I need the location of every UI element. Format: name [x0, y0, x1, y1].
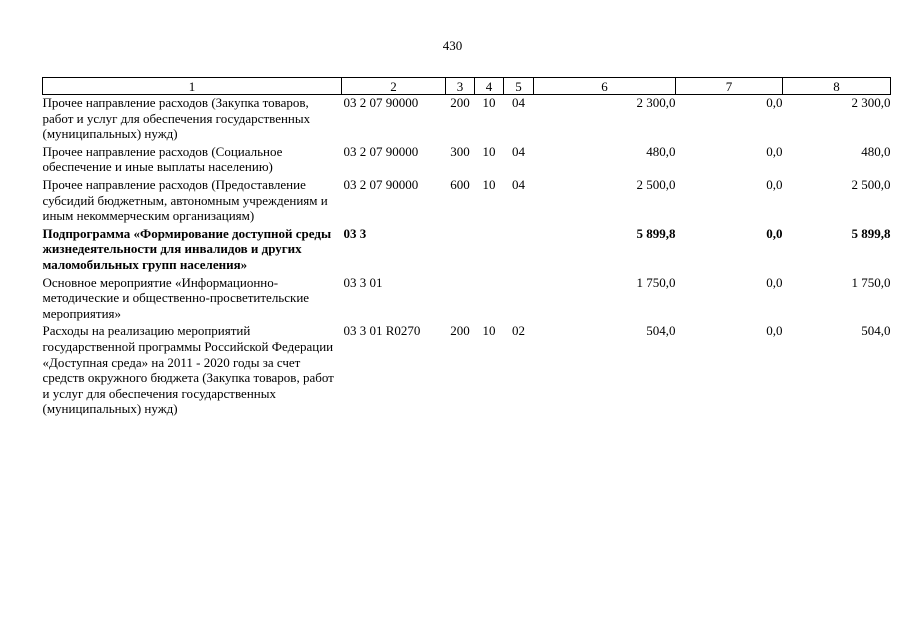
row-col7: 0,0	[766, 323, 783, 339]
row-vr: 600	[450, 176, 470, 192]
row-col6: 2 300,0	[636, 95, 676, 110]
row-col8: 504,0	[861, 323, 891, 339]
row-name: Расходы на реализацию мероприятий государственной программы Российской Федерации «Доступная среда» на 2011 - 2020 годы за счет средств окружного бюджета (Закупка товаров, работ и услуг для обеспечения государственных (муниципальных) нужд)	[42, 323, 334, 417]
row-pr: 04	[512, 95, 525, 110]
row-pr: 04	[512, 176, 525, 192]
table-header-row	[43, 78, 891, 95]
row-rz: 10	[482, 143, 496, 159]
row-rz: 10	[482, 323, 496, 339]
row-code: 03 3 01	[343, 274, 383, 290]
page-number: 430	[442, 38, 463, 53]
row-col6: 480,0	[646, 143, 676, 159]
row-pr	[504, 275, 534, 324]
table-row	[43, 323, 891, 419]
row-vr	[446, 275, 475, 324]
row-vr: 200	[450, 323, 470, 339]
row-name: Основное мероприятие «Информационно-методические и общественно-просветительские мероприятия»	[42, 274, 310, 321]
row-rz: 10	[482, 95, 496, 110]
row-name: Подпрограмма «Формирование доступной среды жизнедеятельности для инвалидов и других маломобильных групп населения»	[42, 225, 332, 272]
row-rz	[475, 226, 504, 275]
row-pr: 02	[512, 323, 525, 339]
table-row	[43, 275, 891, 324]
row-col6: 1 750,0	[636, 274, 676, 290]
budget-table	[42, 77, 891, 419]
header-col-2: 2	[342, 78, 446, 95]
table-row	[43, 95, 891, 144]
row-col8: 5 899,8	[851, 225, 891, 241]
row-col7: 0,0	[766, 274, 783, 290]
row-code: 03 2 07 90000	[343, 95, 419, 110]
row-rz	[475, 275, 504, 324]
header-col-5: 5	[504, 78, 534, 95]
row-col8: 480,0	[861, 143, 891, 159]
header-col-3: 3	[446, 78, 475, 95]
header-col-7: 7	[676, 78, 783, 95]
row-col6: 2 500,0	[636, 176, 676, 192]
row-vr: 300	[450, 143, 470, 159]
row-code: 03 2 07 90000	[343, 143, 419, 159]
row-col8: 1 750,0	[851, 274, 891, 290]
row-name: Прочее направление расходов (Социальное обеспечение и иные выплаты населению)	[42, 143, 283, 175]
row-col7: 0,0	[766, 225, 783, 241]
row-code: 03 2 07 90000	[343, 176, 419, 192]
row-col6: 504,0	[646, 323, 676, 339]
row-name: Прочее направление расходов (Предоставление субсидий бюджетным, автономным учреждениям и иным некоммерческим организациям)	[42, 176, 328, 224]
row-col8: 2 500,0	[851, 176, 891, 192]
header-col-4: 4	[475, 78, 504, 95]
header-col-6: 6	[534, 78, 676, 95]
row-col7: 0,0	[766, 143, 783, 159]
row-col6: 5 899,8	[636, 225, 676, 241]
row-code: 03 3 01 R0270	[343, 323, 421, 339]
row-vr: 200	[450, 95, 470, 110]
header-col-8: 8	[783, 78, 891, 95]
row-name: Прочее направление расходов (Закупка товаров, работ и услуг для обеспечения государственных (муниципальных) нужд)	[42, 95, 311, 142]
table-row	[43, 177, 891, 226]
table-row-subprogram	[43, 226, 891, 275]
row-code: 03 3	[343, 225, 367, 241]
row-vr	[446, 226, 475, 275]
header-col-1: 1	[43, 78, 342, 95]
row-col7: 0,0	[766, 95, 783, 110]
table-row	[43, 144, 891, 177]
row-col7: 0,0	[766, 176, 783, 192]
row-rz: 10	[482, 176, 496, 192]
row-col8: 2 300,0	[851, 95, 891, 110]
row-pr	[504, 226, 534, 275]
row-pr: 04	[512, 143, 525, 159]
